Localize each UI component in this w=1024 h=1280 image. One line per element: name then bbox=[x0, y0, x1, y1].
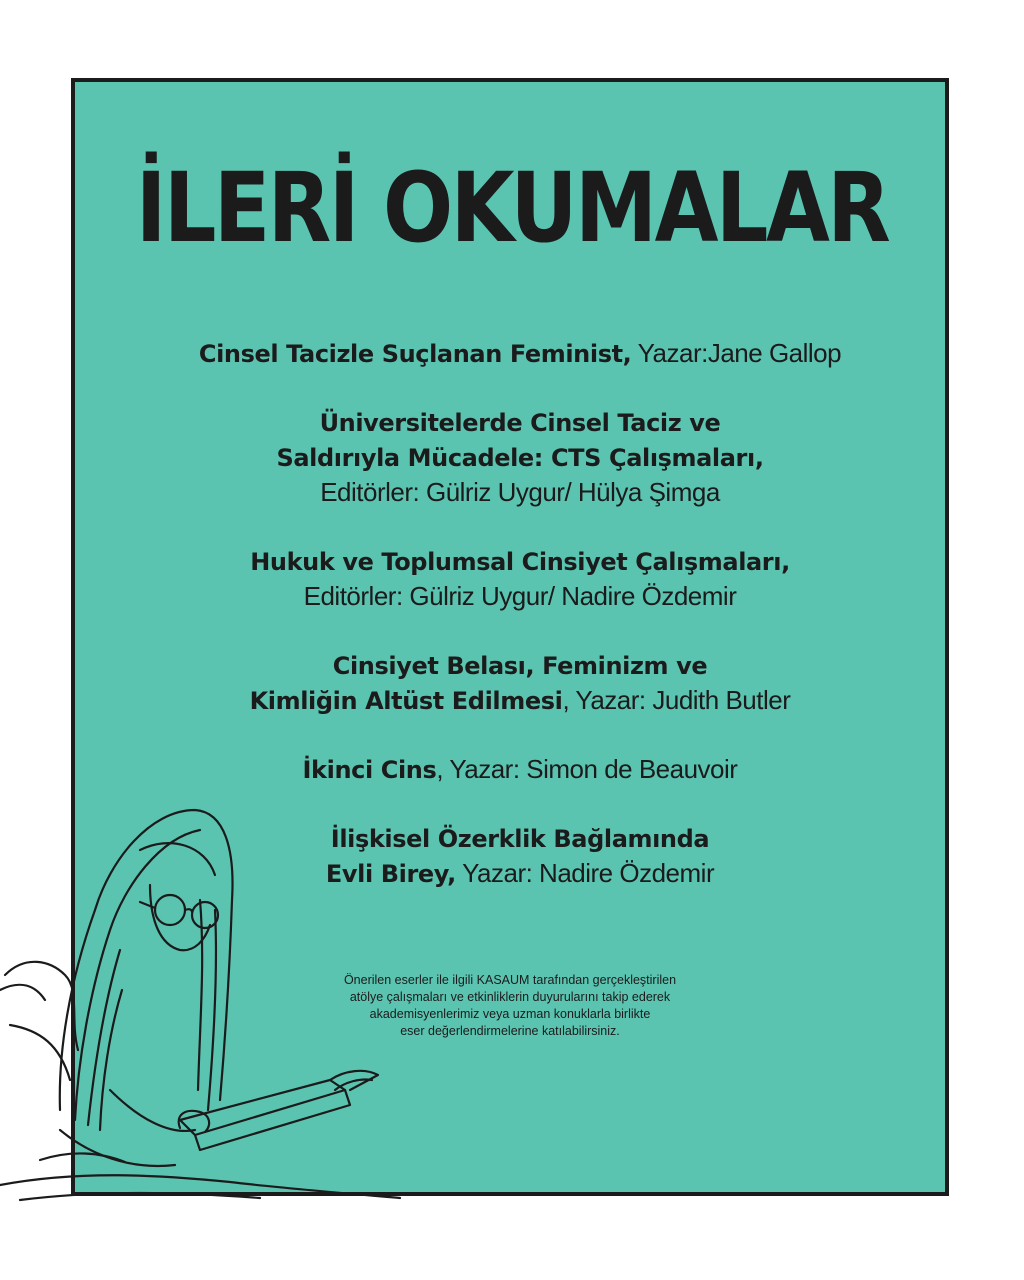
glasses-lens bbox=[192, 902, 218, 928]
page-title: İLERİ OKUMALAR bbox=[135, 152, 889, 264]
book-title: Saldırıyla Mücadele: CTS Çalışmaları, bbox=[276, 444, 764, 472]
reading-entry bbox=[150, 752, 890, 787]
book-title: Cinsiyet Belası, Feminizm ve bbox=[332, 652, 708, 680]
glasses-lens bbox=[155, 895, 185, 925]
entry-line bbox=[150, 440, 890, 475]
footnote-line: eser değerlendirmelerine katılabilirsiniz. bbox=[400, 1024, 620, 1038]
book-outline bbox=[180, 1080, 345, 1135]
book-title: Kimliğin Altüst Edilmesi bbox=[249, 687, 563, 715]
hair-outline bbox=[60, 810, 233, 1110]
entry-line bbox=[150, 544, 890, 579]
glasses-arm bbox=[140, 902, 155, 908]
entry-line bbox=[150, 752, 890, 787]
lap-line bbox=[20, 1193, 260, 1200]
hair-strand bbox=[100, 990, 122, 1130]
reading-entry bbox=[150, 544, 890, 614]
woman-reading-illustration bbox=[0, 790, 420, 1210]
book-title: Üniversitelerde Cinsel Taciz ve bbox=[319, 409, 721, 437]
book-title: Evli Birey, bbox=[325, 860, 456, 888]
footnote-line: atölye çalışmaları ve etkinliklerin duyurularını takip ederek bbox=[349, 990, 671, 1004]
arm-outline bbox=[110, 1090, 195, 1131]
hair-strand bbox=[88, 950, 120, 1125]
reading-entry bbox=[150, 405, 890, 510]
book-title: Hukuk ve Toplumsal Cinsiyet Çalışmaları, bbox=[250, 548, 790, 576]
body-outline bbox=[0, 985, 45, 1000]
footnote-line: akademisyenlerimiz veya uzman konuklarla birlikte bbox=[369, 1007, 651, 1021]
book-author: Yazar: Nadire Özdemir bbox=[455, 858, 715, 888]
glasses-bridge bbox=[185, 909, 192, 912]
book-title: İlişkisel Özerklik Bağlamında bbox=[330, 825, 710, 853]
footnote-line: Önerilen eserler ile ilgili KASAUM tarafından gerçekleştirilen bbox=[343, 973, 677, 987]
book-author: Yazar:Jane Gallop bbox=[631, 338, 842, 368]
book-outline bbox=[195, 1090, 350, 1150]
book-title: Cinsel Tacizle Suçlanan Feminist, bbox=[198, 340, 632, 368]
entry-line bbox=[150, 683, 890, 718]
reading-entry bbox=[150, 648, 890, 718]
entry-line bbox=[150, 405, 890, 440]
hair-strand bbox=[208, 910, 216, 1110]
entry-line bbox=[150, 648, 890, 683]
lap-line bbox=[40, 1153, 125, 1162]
entry-line bbox=[150, 579, 890, 614]
reading-entry bbox=[150, 336, 890, 371]
hand-outline bbox=[179, 1111, 209, 1132]
book-title: İkinci Cins bbox=[302, 756, 437, 784]
book-author: Editörler: Gülriz Uygur/ Hülya Şimga bbox=[320, 477, 720, 507]
entry-line bbox=[150, 336, 890, 371]
book-author: Editörler: Gülriz Uygur/ Nadire Özdemir bbox=[303, 581, 737, 611]
arm-outline bbox=[60, 1130, 175, 1166]
book-author: , Yazar: Judith Butler bbox=[562, 685, 791, 715]
book-author: , Yazar: Simon de Beauvoir bbox=[436, 754, 738, 784]
entry-line bbox=[150, 475, 890, 510]
